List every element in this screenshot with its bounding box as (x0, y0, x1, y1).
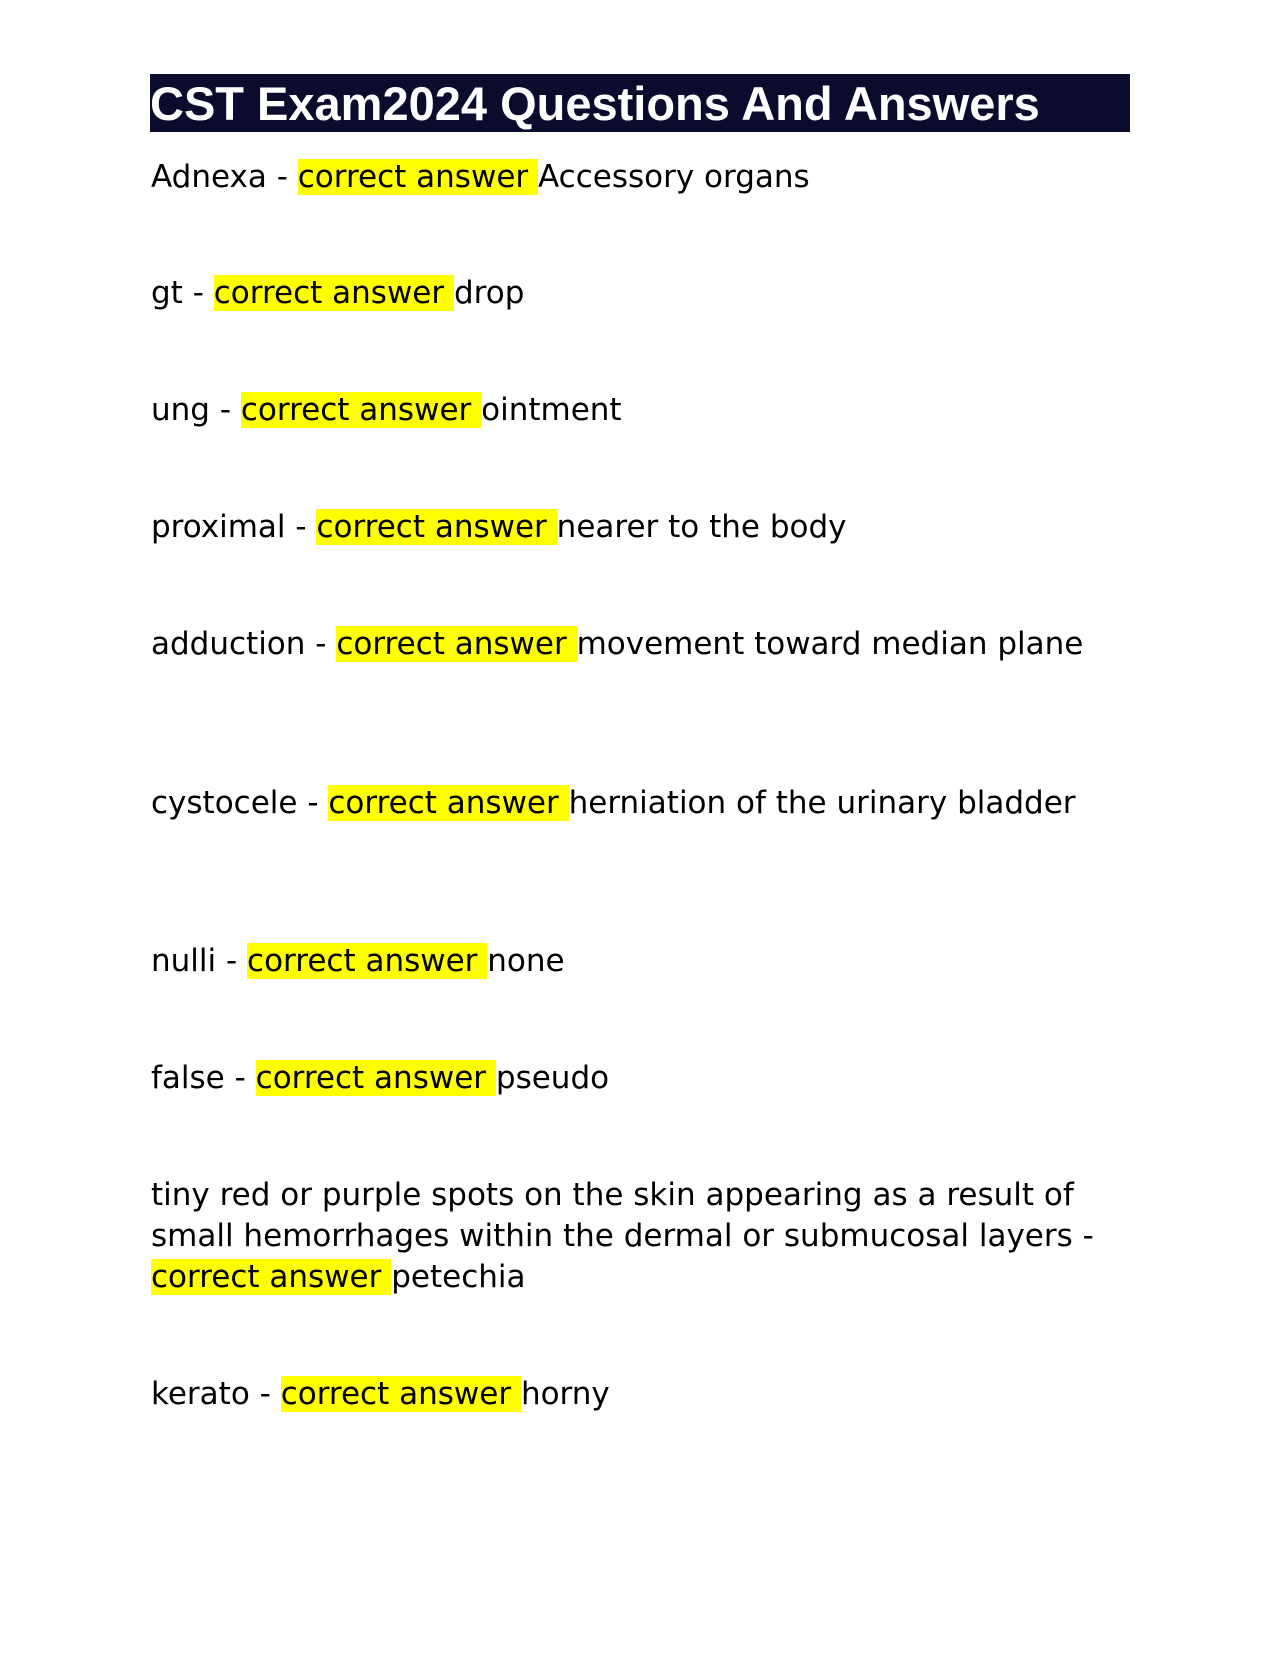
qa-entry (151, 941, 1126, 982)
correct-answer-highlight: correct answer (240, 392, 482, 428)
qa-entry (151, 157, 1126, 198)
separator: - (209, 392, 241, 428)
answer-text: horny (520, 1376, 610, 1412)
qa-entry (151, 783, 1126, 824)
separator: - (285, 509, 317, 545)
correct-answer-highlight: correct answer (280, 1376, 521, 1412)
answer-text: none (487, 943, 565, 979)
separator: - (224, 1060, 256, 1096)
question-term: proximal (151, 509, 286, 545)
correct-answer-highlight: correct answer (247, 943, 488, 979)
separator: - (216, 943, 248, 979)
qa-entry (151, 390, 1126, 431)
separator: - (182, 275, 214, 311)
qa-entry (151, 624, 1126, 665)
separator: - (266, 159, 298, 195)
question-term: Adnexa (151, 159, 267, 195)
answer-text: Accessory organs (538, 159, 810, 195)
answer-text: pseudo (495, 1060, 610, 1096)
answer-text: ointment (481, 392, 622, 428)
question-term: nulli (151, 943, 217, 979)
separator: - (297, 785, 329, 821)
question-term: cystocele (151, 785, 298, 821)
qa-entry (151, 1374, 1126, 1415)
question-term: tiny red or purple spots on the skin appearing as a result of small hemorrhages within the dermal or submucosal layers (151, 1177, 1074, 1254)
separator: - (249, 1376, 281, 1412)
document-title: CST Exam2024 Questions And Answers (150, 77, 1040, 130)
correct-answer-highlight: correct answer (213, 275, 454, 311)
correct-answer-highlight: correct answer (297, 159, 538, 195)
answer-text: petechia (391, 1259, 526, 1295)
answer-text: nearer to the body (556, 509, 847, 545)
question-term: adduction (151, 626, 306, 662)
answer-text: drop (453, 275, 525, 311)
qa-entry (151, 1058, 1126, 1099)
correct-answer-highlight: correct answer (255, 1060, 496, 1096)
correct-answer-highlight: correct answer (328, 785, 569, 821)
qa-entry (151, 273, 1126, 314)
separator: - (305, 626, 337, 662)
qa-entry (151, 507, 1126, 548)
question-term: ung (151, 392, 210, 428)
correct-answer-highlight: correct answer (316, 509, 557, 545)
answer-text: movement toward median plane (576, 626, 1084, 662)
question-term: false (151, 1060, 225, 1096)
correct-answer-highlight: correct answer (151, 1259, 392, 1295)
qa-entry (151, 1175, 1126, 1298)
answer-text: herniation of the urinary bladder (568, 785, 1076, 821)
question-term: gt (151, 275, 183, 311)
correct-answer-highlight: correct answer (336, 626, 577, 662)
question-term: kerato (151, 1376, 250, 1412)
separator: - (1072, 1218, 1094, 1254)
